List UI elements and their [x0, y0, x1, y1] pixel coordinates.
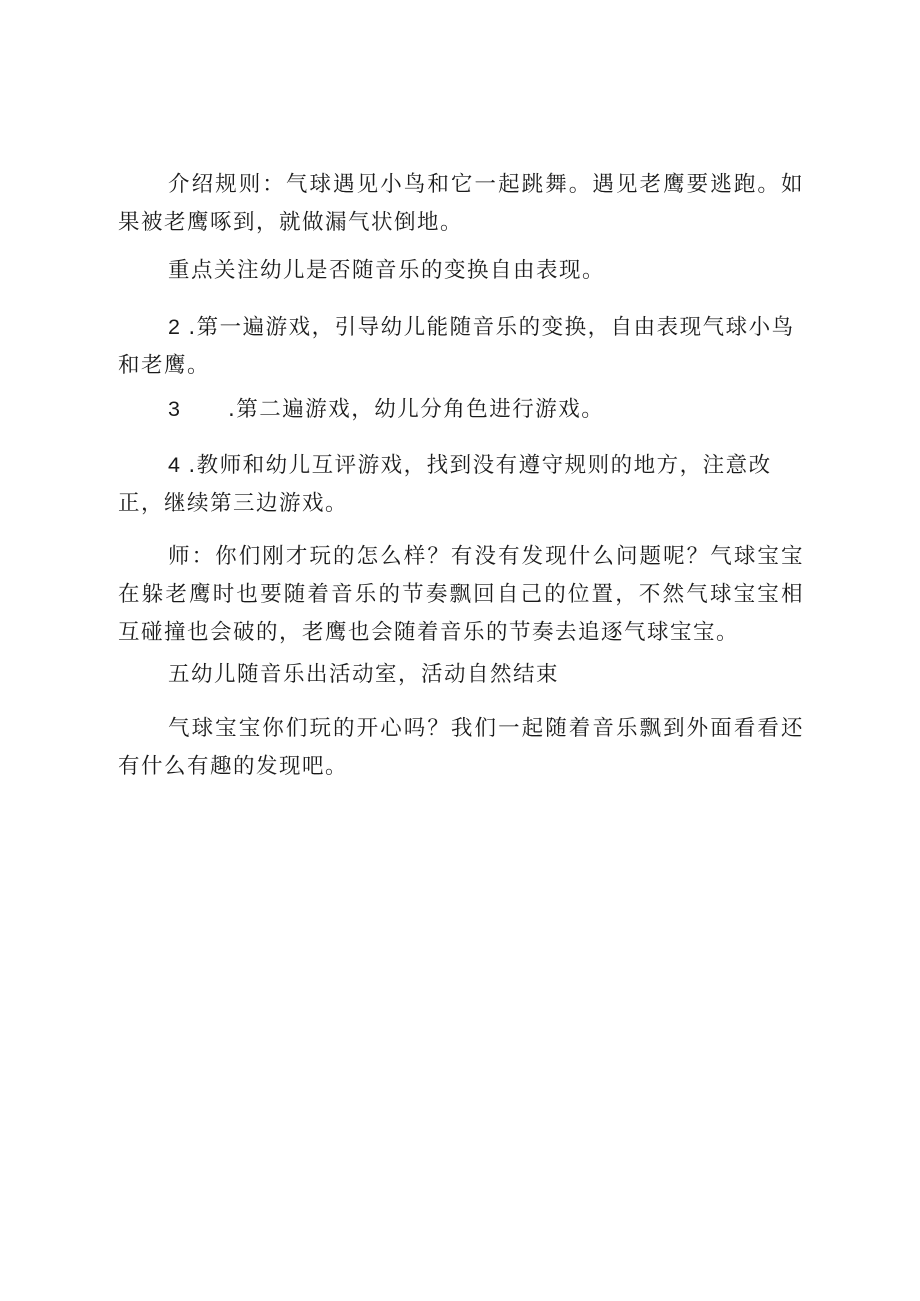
- paragraph-focus: 重点关注幼儿是否随音乐的变换自由表现。: [168, 258, 606, 283]
- step-text: .第二遍游戏，幼儿分角色进行游戏。: [227, 397, 605, 422]
- paragraph-step-2: [118, 308, 804, 385]
- step-number: 4: [168, 453, 180, 477]
- step-number: 2: [168, 315, 180, 339]
- paragraph-step-3: [118, 390, 804, 429]
- step-text: .第一遍游戏，引导幼儿能随音乐的变换，自由表现气球小鸟和老鹰。: [118, 315, 795, 378]
- step-number: 3: [168, 397, 180, 421]
- paragraph-step-4: [118, 446, 804, 523]
- step-text: .教师和幼儿互评游戏，找到没有遵守规则的地方，注意改正，继续第三边游戏。: [118, 453, 772, 516]
- paragraph-rules: 介绍规则：气球遇见小鸟和它一起跳舞。遇见老鹰要逃跑。如果被老鹰啄到，就做漏气状倒地。: [118, 172, 804, 235]
- paragraph-teacher: 师：你们刚才玩的怎么样？有没有发现什么问题呢？气球宝宝在躲老鹰时也要随着音乐的节奏飘回自己的位置，不然气球宝宝相互碰撞也会破的，老鹰也会随着音乐的节奏去追逐气球宝宝。: [118, 544, 804, 645]
- paragraph-section-five: 五幼儿随音乐出活动室，活动自然结束: [168, 662, 560, 687]
- paragraph-closing: 气球宝宝你们玩的开心吗？我们一起随着音乐飘到外面看看还有什么有趣的发现吧。: [118, 716, 804, 779]
